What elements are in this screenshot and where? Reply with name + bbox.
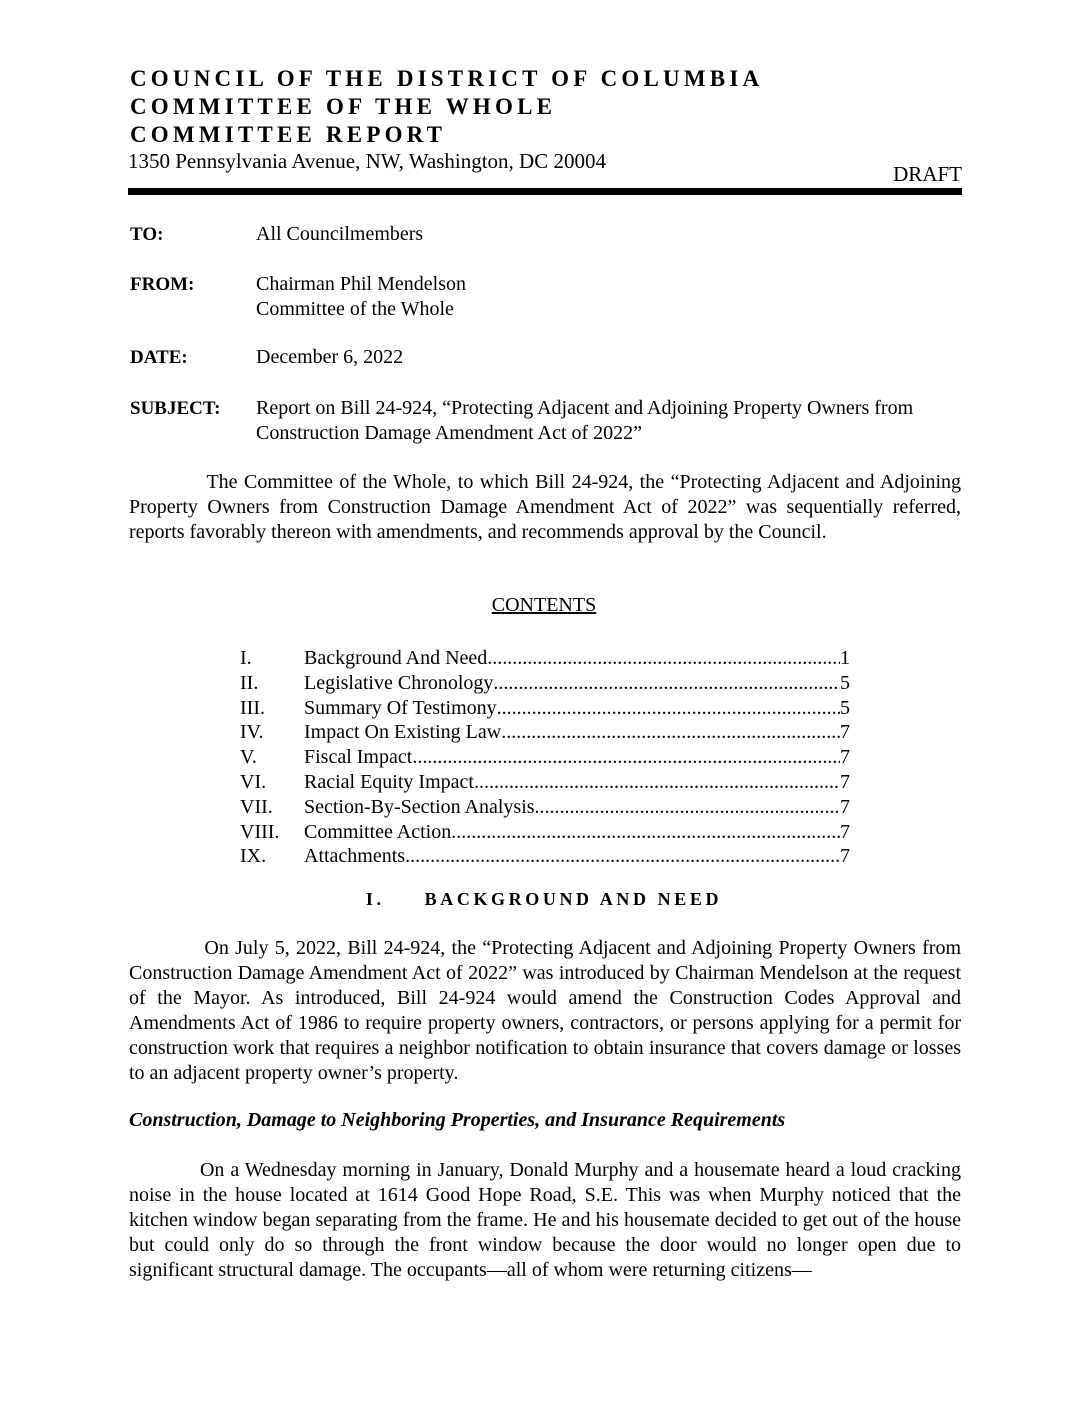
background-paragraph: On July 5, 2022, Bill 24-924, the “Protecting Adjacent and Adjoining Property Owners from Construction Damage Amendment Act of 2022” was introduced by Chairman Mendelson at the request of the Mayor. As introduced, Bill 24-924 would amend the Construction Codes Approval and Amendments Act of 1986 to require property owners, contractors, or persons applying for a permit for construction work that requires a neighbor notification to obtain insurance that covers damage or losses to an adjacent property owner’s property. [129, 937, 961, 1084]
council-name: COUNCIL OF THE DISTRICT OF COLUMBIA [130, 66, 764, 91]
narrative-paragraph: On a Wednesday morning in January, Donald Murphy and a housemate heard a loud cracking noise in the house located at 1614 Good Hope Road, S.E. This was when Murphy noticed that the kitchen window began separating from the frame. He and his housemate decided to get out of the house but could only do so through the front window because the door would no longer open due to significant structural damage. The occupants—all of whom were returning citizens— [129, 1159, 961, 1281]
report-type: COMMITTEE REPORT [130, 122, 447, 147]
header-rule [128, 188, 962, 195]
section-title: BACKGROUND AND NEED [424, 889, 723, 909]
table-of-contents [240, 646, 850, 869]
toc-entry[interactable]: I. Background And Need ..... 1 [240, 646, 850, 671]
subject-label: SUBJECT: [130, 398, 221, 419]
council-address: 1350 Pennsylvania Avenue, NW, Washington, DC 20004 [128, 149, 606, 173]
contents-title: CONTENTS [491, 594, 597, 616]
toc-entry[interactable]: VI. Racial Equity Impact ..... 7 [240, 770, 850, 795]
date-value: December 6, 2022 [256, 346, 404, 368]
toc-entry[interactable]: V. Fiscal Impact ..... 7 [240, 745, 850, 770]
toc-entry[interactable]: VII. Section-By-Section Analysis ..... 7 [240, 795, 850, 820]
subject-value-line2: Construction Damage Amendment Act of 2022” [256, 422, 643, 444]
to-label: TO: [130, 224, 164, 245]
toc-entry[interactable]: VIII. Committee Action ..... 7 [240, 820, 850, 845]
from-value-name: Chairman Phil Mendelson [256, 273, 466, 295]
draft-label: DRAFT [893, 162, 962, 186]
from-value-committee: Committee of the Whole [256, 298, 454, 320]
committee-name: COMMITTEE OF THE WHOLE [130, 94, 557, 119]
from-label: FROM: [130, 274, 195, 295]
subsection-heading: Construction, Damage to Neighboring Properties, and Insurance Requirements [129, 1109, 786, 1131]
intro-paragraph: The Committee of the Whole, to which Bill 24-924, the “Protecting Adjacent and Adjoining Property Owners from Construction Damage Amendment Act of 2022” was sequentially referred, reports favorably thereon with amendments, and recommends approval by the Council. [129, 471, 961, 543]
toc-entry[interactable]: IX. Attachments ..... 7 [240, 844, 850, 869]
toc-entry[interactable]: III. Summary Of Testimony ..... 5 [240, 696, 850, 721]
toc-entry[interactable]: IV. Impact On Existing Law ..... 7 [240, 720, 850, 745]
toc-entry[interactable]: II. Legislative Chronology ..... 5 [240, 671, 850, 696]
subject-value-line1: Report on Bill 24-924, “Protecting Adjacent and Adjoining Property Owners from [256, 397, 914, 419]
section-heading [0, 889, 1088, 910]
section-number: I. [365, 889, 385, 909]
to-value: All Councilmembers [256, 223, 424, 245]
date-label: DATE: [130, 347, 188, 368]
